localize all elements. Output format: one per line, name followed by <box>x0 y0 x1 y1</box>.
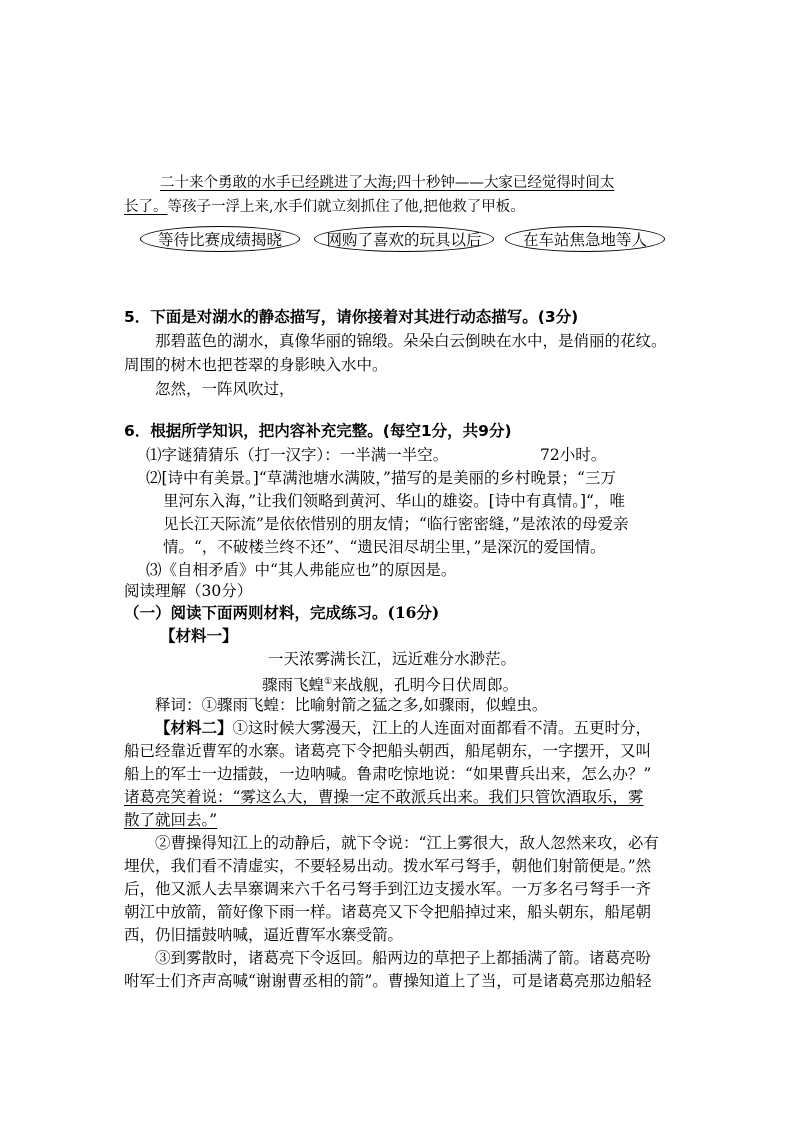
paragraph2-line2: 埋伏，我们看不清虚实，不要轻易出动。拨水军弓弩手，朝他们射箭便是。”然 <box>124 857 652 875</box>
poem-gloss: 释词：①骤雨飞蝗：比喻射箭之猛之多,如骤雨，似蝗虫。 <box>155 696 548 714</box>
paragraph2-line4: 朝江中放箭，箭好像下雨一样。诸葛亮又下令把船掉过来，船头朝东，船尾朝 <box>124 903 652 921</box>
q4-option-3: 在车站焦急地等人 <box>505 226 665 252</box>
material-two-line5: 散了就回去。” <box>124 811 218 829</box>
q4-passage-line2 <box>124 196 525 218</box>
q5-paragraph-line3: 忽然，一阵风吹过， <box>155 380 295 398</box>
poem-line1: 一天浓雾满长江，远近难分水渺茫。 <box>268 650 517 668</box>
q4-option-1: 等待比赛成绩揭晓 <box>140 226 300 252</box>
poem-line2: 骤雨飞蝗①来战舰，孔明今日伏周郎。 <box>262 676 519 695</box>
material-one-label: 【材料一】 <box>160 626 238 645</box>
material-two-line3: 船上的军士一边擂鼓，一边呐喊。鲁肃吃惊地说：“如果曹兵出来，怎么办？” <box>124 765 652 783</box>
material-two-line4: 诸葛亮笑着说：“雾这么大，曹操一定不敢派兵出来。我们只管饮酒取乐，雾 <box>124 788 644 806</box>
q6-title: 6．根据所学知识，把内容补充完整。(每空1分，共9分) <box>124 422 512 440</box>
q6-item2-line1: ⑵[诗中有美景。]“草满池塘水满陂，”描写的是美丽的乡村晚景；“三万 <box>146 469 616 487</box>
q4-option-2: 网购了喜欢的玩具以后 <box>314 226 494 252</box>
reading-subtitle: （一）阅读下面两则材料，完成练习。(16分) <box>124 603 440 622</box>
q6-item2-line4: 情。“，不破楼兰终不还”、“遗民泪尽胡尘里，”是深沉的爱国情。 <box>163 538 606 556</box>
q6-item1-hint: 72小时。 <box>540 446 607 464</box>
q6-item2-line3: 见长江天际流”是依依惜别的朋友情；“临行密密缝，”是浓浓的母爱亲 <box>163 515 629 533</box>
q5-paragraph-line1: 那碧蓝色的湖水，真像华丽的锦缎。朵朵白云倒映在水中，是俏丽的花纹。 <box>155 332 667 350</box>
q5-paragraph-line2: 周围的树木也把苍翠的身影映入水中。 <box>124 356 388 374</box>
paragraph2-line3: 后，他又派人去旱寨调来六千名弓弩手到江边支援水军。一万多名弓弩手一齐 <box>124 880 652 898</box>
paragraph2-line1: ②曹操得知江上的动静后，就下令说：“江上雾很大，敌人忽然来攻，必有 <box>155 834 659 852</box>
poem-footnote-mark: ① <box>324 677 333 687</box>
q4-passage-underlined: 长了。 <box>124 199 168 215</box>
q6-item2-line2: 里河东入海，”让我们领略到黄河、华山的雄姿。[诗中有真情。]“，唯 <box>163 492 625 510</box>
q4-passage-rest: 等孩子一浮上来,水手们就立刻抓住了他,把他救了甲板。 <box>167 199 525 215</box>
paragraph3-line1: ③到雾散时，诸葛亮下令返回。船两边的草把子上都插满了箭。诸葛亮吩 <box>155 949 652 967</box>
q6-item3: ⑶《自相矛盾》中“其人弗能应也”的原因是。 <box>146 561 457 579</box>
material-two-line2: 船已经靠近曹军的水寨。诸葛亮下令把船头朝西，船尾朝东，一字摆开，又叫 <box>124 742 652 760</box>
material-two-line1: 【材料二】①这时候大雾漫天，江上的人连面对面都看不清。五更时分， <box>155 718 652 737</box>
q6-item1: ⑴字谜猜猜乐（打一汉字）：一半满一半空。 <box>146 446 449 464</box>
reading-title: 阅读理解（30分） <box>124 582 253 600</box>
q5-title: 5．下面是对湖水的静态描写，请你接着对其进行动态描写。(3分) <box>124 308 579 326</box>
material-two-label: 【材料二】 <box>155 718 233 737</box>
q4-passage-line1: 二十来个勇敢的水手已经跳进了大海;四十秒钟——大家已经觉得时间太 <box>160 175 615 191</box>
paragraph3-line2: 咐军士们齐声高喊“谢谢曹丞相的箭”。曹操知道上了当，可是诸葛亮那边船轻 <box>124 972 652 990</box>
paragraph2-line5: 西，仍旧擂鼓呐喊，逼近曹军水寨受箭。 <box>124 926 404 944</box>
